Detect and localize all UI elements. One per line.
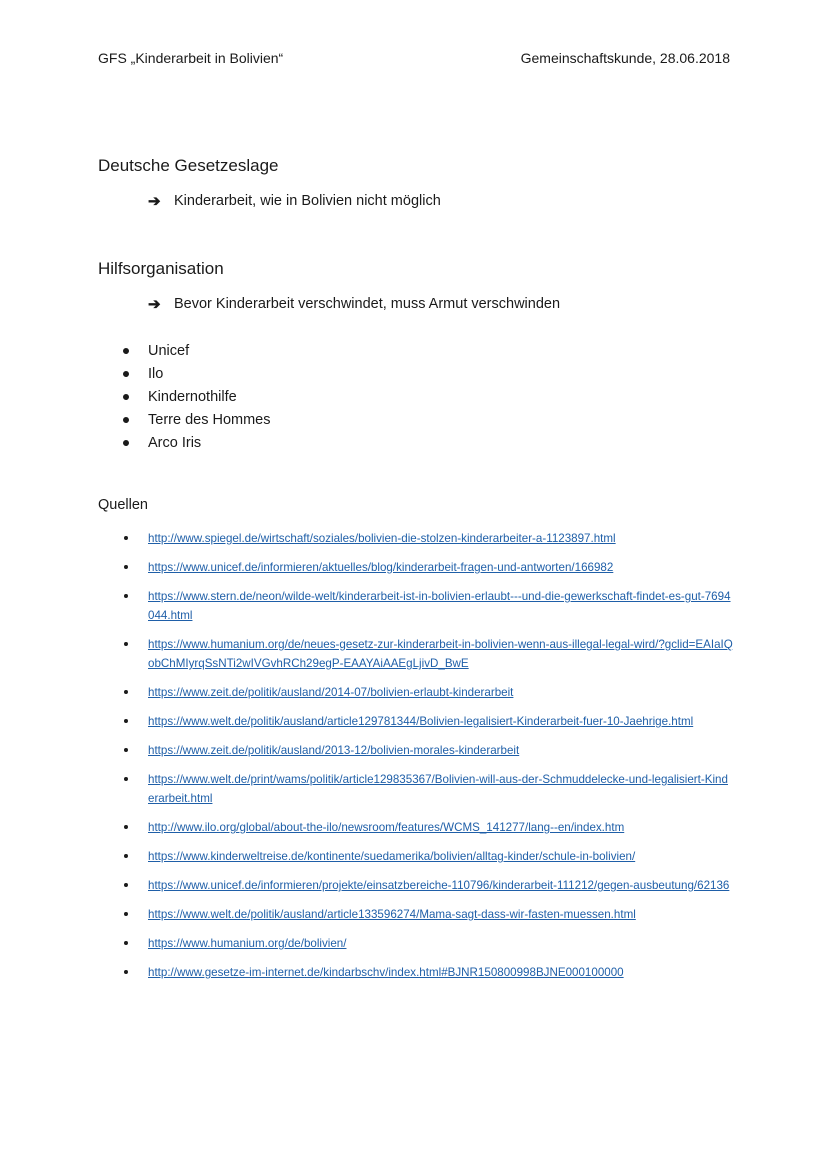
header-title: GFS „Kinderarbeit in Bolivien“ xyxy=(98,50,284,66)
bullet-icon xyxy=(124,748,128,752)
organization-name: Arco Iris xyxy=(148,434,202,451)
source-item xyxy=(98,587,738,625)
source-link[interactable]: http://www.gesetze-im-internet.de/kindarbschv/index.html#BJNR150800998BJNE000100000 xyxy=(148,966,624,979)
organization-item xyxy=(98,362,270,385)
source-item xyxy=(98,741,738,760)
source-link[interactable]: https://www.zeit.de/politik/ausland/2013-12/bolivien-morales-kinderarbeit xyxy=(148,744,520,757)
organization-item xyxy=(98,431,270,454)
arrow-right-icon: ➔ xyxy=(148,193,161,210)
source-item xyxy=(98,876,738,895)
source-item xyxy=(98,558,738,577)
organization-list xyxy=(98,339,270,454)
bullet-icon xyxy=(124,912,128,916)
bullet-icon xyxy=(123,440,129,446)
bullet-icon xyxy=(124,825,128,829)
organization-name: Ilo xyxy=(148,365,164,382)
source-link[interactable]: https://www.humanium.org/de/bolivien/ xyxy=(148,937,347,950)
hilfsorganisation-arrow-point xyxy=(148,295,560,313)
source-item xyxy=(98,635,738,673)
organization-item xyxy=(98,339,270,362)
section-title-hilfsorganisation: Hilfsorganisation xyxy=(98,259,224,278)
organization-item xyxy=(98,408,270,431)
source-item xyxy=(98,934,738,953)
bullet-icon xyxy=(124,854,128,858)
hilfsorganisation-arrow-text: Bevor Kinderarbeit verschwindet, muss Armut verschwinden xyxy=(174,296,561,312)
bullet-icon xyxy=(123,417,129,423)
bullet-icon xyxy=(124,642,128,646)
source-link[interactable]: https://www.zeit.de/politik/ausland/2014-07/bolivien-erlaubt-kinderarbeit xyxy=(148,686,514,699)
source-item xyxy=(98,818,738,837)
source-item xyxy=(98,683,738,702)
gesetzeslage-arrow-point xyxy=(148,192,441,210)
bullet-icon xyxy=(123,394,129,400)
bullet-icon xyxy=(124,690,128,694)
organization-name: Unicef xyxy=(148,342,190,359)
bullet-icon xyxy=(124,594,128,598)
source-item xyxy=(98,847,738,866)
source-link[interactable]: https://www.unicef.de/informieren/aktuelles/blog/kinderarbeit-fragen-und-antworten/166982 xyxy=(148,561,614,574)
source-item xyxy=(98,529,738,548)
source-link[interactable]: https://www.kinderweltreise.de/kontinente/suedamerika/bolivien/alltag-kinder/schule-in-bolivien/ xyxy=(148,850,636,863)
bullet-icon xyxy=(124,941,128,945)
source-item xyxy=(98,712,738,731)
bullet-icon xyxy=(124,777,128,781)
bullet-icon xyxy=(124,565,128,569)
bullet-icon xyxy=(124,970,128,974)
bullet-icon xyxy=(124,719,128,723)
gesetzeslage-arrow-text: Kinderarbeit, wie in Bolivien nicht möglich xyxy=(174,193,441,209)
source-link[interactable]: http://www.spiegel.de/wirtschaft/soziales/bolivien-die-stolzen-kinderarbeiter-a-1123897.html xyxy=(148,532,616,545)
source-link[interactable]: https://www.welt.de/politik/ausland/article129781344/Bolivien-legalisiert-Kinderarbeit-fuer-10-Jaehrige.html xyxy=(148,715,694,728)
bullet-icon xyxy=(123,371,129,377)
source-link[interactable]: https://www.unicef.de/informieren/projekte/einsatzbereiche-110796/kinderarbeit-111212/gegen-ausbeutung/62136 xyxy=(148,879,730,892)
source-list xyxy=(98,529,738,992)
sources-title: Quellen xyxy=(98,497,148,513)
page-header xyxy=(98,50,730,66)
source-link[interactable]: https://www.welt.de/print/wams/politik/article129835367/Bolivien-will-aus-der-Schmuddelecke-und-legalisiert-Kinderarbeit.html xyxy=(148,773,728,805)
bullet-icon xyxy=(123,348,129,354)
arrow-right-icon: ➔ xyxy=(148,296,161,313)
organization-name: Kindernothilfe xyxy=(148,388,237,405)
source-item xyxy=(98,963,738,982)
section-title-gesetzeslage: Deutsche Gesetzeslage xyxy=(98,156,279,175)
bullet-icon xyxy=(124,536,128,540)
source-link[interactable]: http://www.ilo.org/global/about-the-ilo/newsroom/features/WCMS_141277/lang--en/index.htm xyxy=(148,821,625,834)
header-subject-date: Gemeinschaftskunde, 28.06.2018 xyxy=(520,50,730,66)
source-link[interactable]: https://www.humanium.org/de/neues-gesetz-zur-kinderarbeit-in-bolivien-wenn-aus-illegal-legal-wird/?gclid=EAIaIQobChMIyrqSsNTi2wIVGvhRCh29egP-EAAYAiAAEgLjivD_BwE xyxy=(148,638,733,670)
source-item xyxy=(98,770,738,808)
source-link[interactable]: https://www.stern.de/neon/wilde-welt/kinderarbeit-ist-in-bolivien-erlaubt---und-die-gewerkschaft-findet-es-gut-7694044.html xyxy=(148,590,731,622)
source-item xyxy=(98,905,738,924)
organization-name: Terre des Hommes xyxy=(148,411,271,428)
organization-item xyxy=(98,385,270,408)
source-link[interactable]: https://www.welt.de/politik/ausland/article133596274/Mama-sagt-dass-wir-fasten-muessen.html xyxy=(148,908,636,921)
bullet-icon xyxy=(124,883,128,887)
